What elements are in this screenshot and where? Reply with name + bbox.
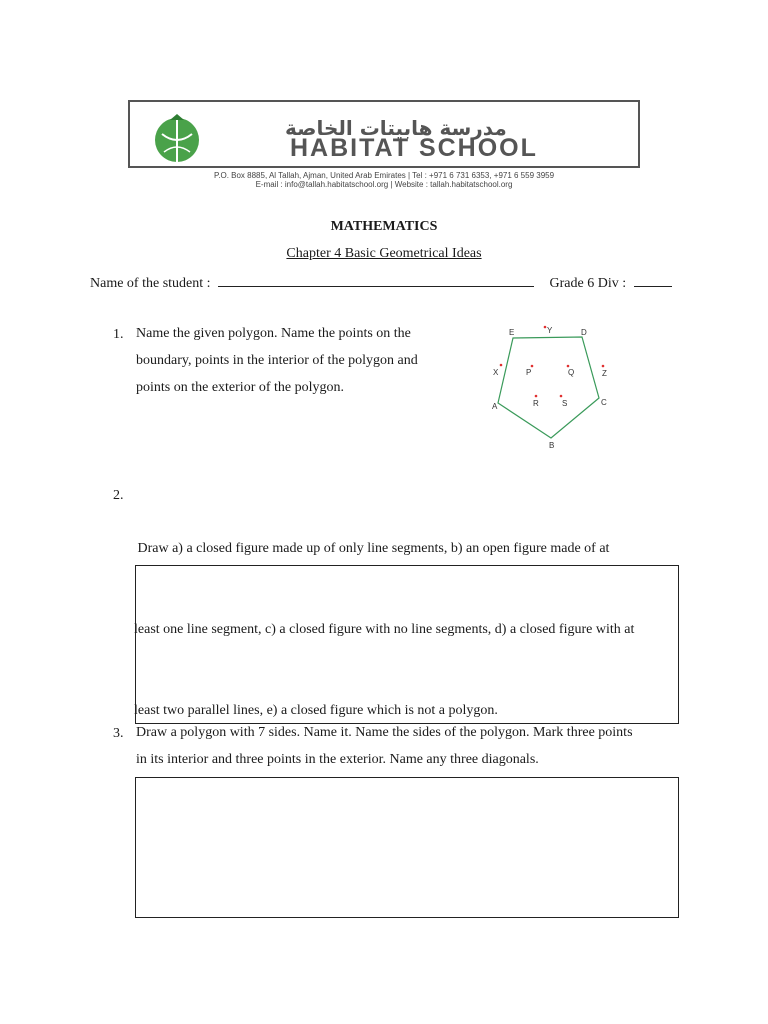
student-name-label: Name of the student : [90, 276, 211, 291]
vertex-label-d: D [581, 328, 587, 337]
point-x-dot [500, 364, 503, 367]
question-1-line-3: points on the exterior of the polygon. [136, 380, 345, 395]
question-3-line-1: Draw a polygon with 7 sides. Name it. Name the sides of the polygon. Mark three points [136, 725, 633, 740]
question-1-line-1: Name the given polygon. Name the points on the [136, 326, 411, 341]
point-label-q: Q [568, 368, 575, 377]
question-2-line-3: least two parallel lines, e) a closed figure which is not a polygon. [134, 703, 498, 718]
question-2-line-2: least one line segment, c) a closed figure with no line segments, d) a closed figure with at [134, 622, 635, 637]
subject-title: MATHEMATICS [330, 219, 438, 234]
point-r-dot [535, 395, 538, 398]
school-logo-icon [152, 112, 202, 164]
school-name-arabic: مدرسة هابيتات الخاصة [285, 116, 507, 140]
question-2-line-1: Draw a) a closed figure made up of only line segments, b) an open figure made of at [134, 541, 610, 556]
point-p-dot [531, 365, 534, 368]
point-y-dot [544, 326, 547, 329]
point-label-s: S [562, 399, 568, 408]
question-2-number: 2. [113, 488, 124, 503]
pentagon-figure [485, 320, 620, 455]
point-label-z: Z [602, 369, 607, 378]
student-info-row [90, 273, 672, 292]
point-label-x: X [493, 368, 499, 377]
grade-div-field[interactable] [634, 273, 672, 287]
question-3-number: 3. [113, 726, 124, 741]
point-label-y: Y [547, 326, 553, 335]
address-line: P.O. Box 8885, Al Tallah, Ajman, United Arab Emirates | Tel : +971 6 731 6353, +971 6 559 3959 [213, 171, 555, 180]
point-label-p: P [526, 368, 532, 377]
question-1-number: 1. [113, 327, 124, 342]
vertex-label-b: B [549, 441, 555, 450]
chapter-title: Chapter 4 Basic Geometrical Ideas [286, 246, 482, 261]
vertex-label-c: C [601, 398, 607, 407]
question-3-line-2: in its interior and three points in the exterior. Name any three diagonals. [136, 752, 539, 767]
question-1-line-2: boundary, points in the interior of the polygon and [136, 353, 418, 368]
school-name: HABITAT SCHOOL [290, 134, 538, 162]
pentagon-shape [498, 337, 599, 438]
question-2-answer-box[interactable] [135, 565, 679, 724]
student-name-field[interactable] [218, 273, 534, 287]
point-z-dot [602, 365, 605, 368]
point-s-dot [560, 395, 563, 398]
question-3-text [136, 719, 696, 773]
vertex-label-a: A [492, 402, 498, 411]
grade-label: Grade 6 Div : [549, 276, 627, 291]
point-q-dot [567, 365, 570, 368]
contact-line: E-mail : info@tallah.habitatschool.org | Website : tallah.habitatschool.org [255, 180, 513, 189]
question-1-text [136, 320, 466, 401]
vertex-label-e: E [509, 328, 515, 337]
point-label-r: R [533, 399, 539, 408]
question-3-answer-box[interactable] [135, 777, 679, 918]
